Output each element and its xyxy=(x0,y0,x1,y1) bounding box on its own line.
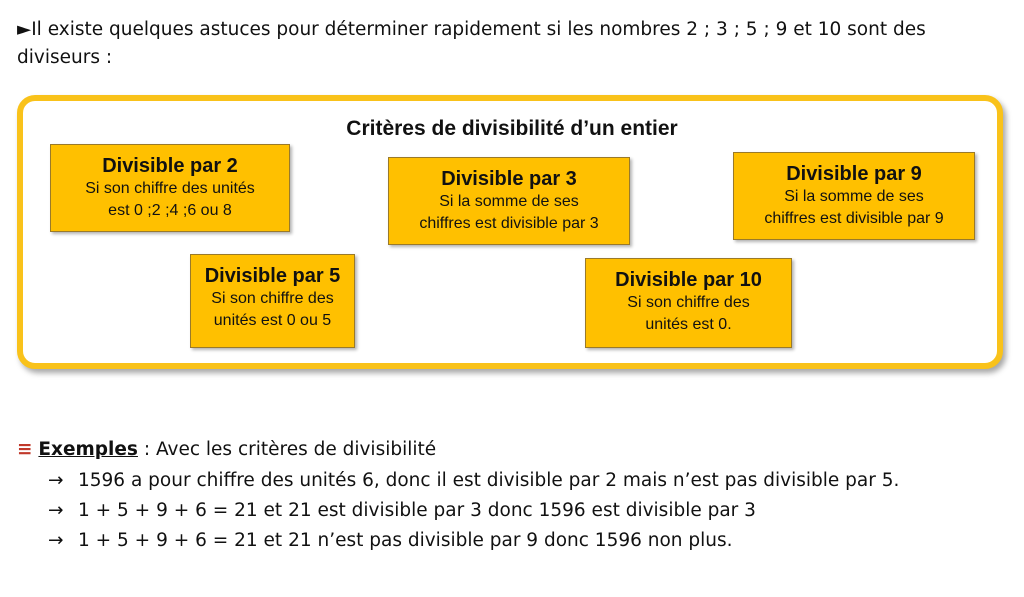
card-divisible-by-3 xyxy=(388,157,630,245)
examples-list xyxy=(48,466,899,556)
arrow-right-icon: → xyxy=(48,500,64,521)
arrow-right-icon: → xyxy=(48,530,64,551)
arrow-right-icon: → xyxy=(48,470,64,491)
list-item xyxy=(48,496,899,526)
card-title: Divisible par 9 xyxy=(786,163,922,185)
card-text-line: chiffres est divisible par 9 xyxy=(764,210,944,227)
card-divisible-by-10 xyxy=(585,258,792,348)
card-text-line: Si la somme de ses xyxy=(784,188,924,205)
card-title: Divisible par 5 xyxy=(204,265,341,287)
card-text-line: Si son chiffre des xyxy=(627,294,750,311)
card-text-line: Si son chiffre des xyxy=(211,290,334,307)
list-item xyxy=(48,466,899,496)
example-text: 1596 a pour chiffre des unités 6, donc il est divisible par 2 mais n’est pas divisible par 5. xyxy=(78,470,900,491)
card-text-line: unités est 0 ou 5 xyxy=(213,312,332,329)
criteria-title: Critères de divisibilité d’un entier xyxy=(346,117,678,140)
list-item xyxy=(48,526,899,556)
card-title: Divisible par 3 xyxy=(441,168,577,190)
example-text: 1 + 5 + 9 + 6 = 21 et 21 n’est pas divisible par 9 donc 1596 non plus. xyxy=(78,530,733,551)
card-divisible-by-5 xyxy=(190,254,355,348)
intro-text: ►Il existe quelques astuces pour déterminer rapidement si les nombres 2 ; 3 ; 5 ; 9 et 10 sont des diviseurs : xyxy=(17,19,926,68)
card-text-line: Si la somme de ses xyxy=(439,193,579,210)
examples-heading xyxy=(17,436,436,464)
card-divisible-by-9 xyxy=(733,152,975,240)
list-bullet-icon: ≡ xyxy=(17,439,33,460)
card-text-line: Si son chiffre des unités xyxy=(85,180,255,197)
example-text: 1 + 5 + 9 + 6 = 21 et 21 est divisible par 3 donc 1596 est divisible par 3 xyxy=(78,500,756,521)
card-divisible-by-2 xyxy=(50,144,290,232)
card-title: Divisible par 10 xyxy=(615,269,762,291)
card-text-line: chiffres est divisible par 3 xyxy=(419,215,599,232)
examples-intro: : Avec les critères de divisibilité xyxy=(137,439,437,460)
card-text-line: est 0 ;2 ;4 ;6 ou 8 xyxy=(108,202,232,219)
card-title: Divisible par 2 xyxy=(102,155,238,177)
examples-label: Exemples xyxy=(38,439,138,460)
card-text-line: unités est 0. xyxy=(645,316,732,333)
